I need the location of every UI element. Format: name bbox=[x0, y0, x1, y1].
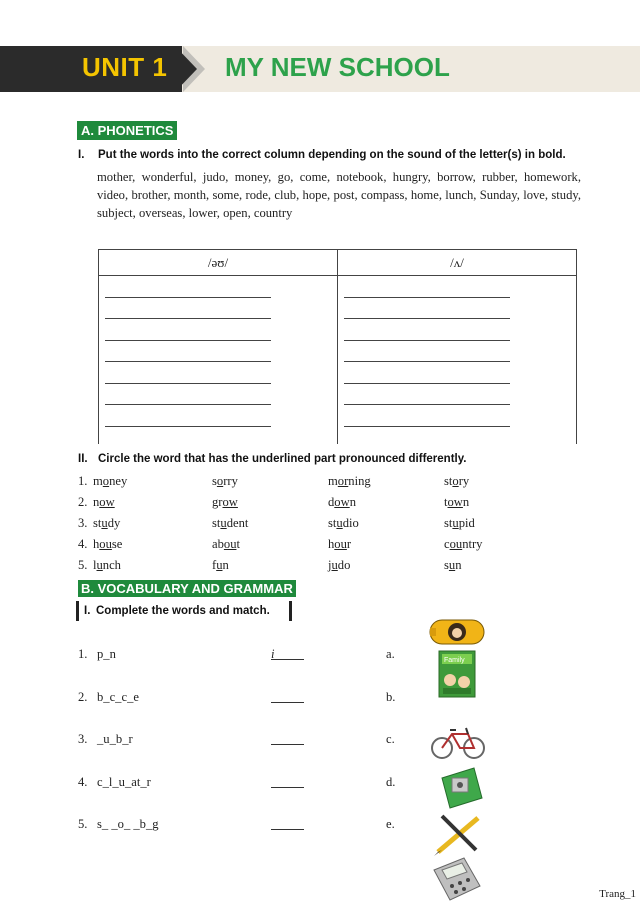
word-option[interactable]: sun bbox=[444, 558, 462, 572]
match-answer-text: i bbox=[271, 647, 275, 661]
answer-line[interactable] bbox=[344, 341, 510, 363]
word-option[interactable]: town bbox=[444, 495, 470, 509]
underlined-part: ow bbox=[447, 495, 463, 509]
underlined-part: ou bbox=[223, 537, 237, 551]
right-bar bbox=[289, 601, 292, 621]
answer-line[interactable] bbox=[344, 405, 510, 427]
question-number: II. bbox=[78, 453, 88, 465]
bicycle-picture bbox=[430, 720, 486, 762]
answer-line[interactable] bbox=[105, 298, 271, 320]
answer-line[interactable] bbox=[105, 405, 271, 427]
underlined-part: u bbox=[220, 516, 227, 530]
item-number: 2. bbox=[78, 689, 88, 704]
word-option[interactable]: fun bbox=[212, 558, 229, 572]
match-answer-blank[interactable] bbox=[271, 829, 304, 830]
answer-line[interactable] bbox=[105, 341, 271, 363]
underlined-part: ow bbox=[222, 495, 238, 509]
underlined-part: ou bbox=[449, 537, 463, 551]
word-option[interactable]: studio bbox=[328, 516, 359, 530]
answer-line[interactable] bbox=[344, 384, 510, 406]
answer-line[interactable] bbox=[105, 276, 271, 298]
section-b-heading: B. VOCABULARY AND GRAMMAR bbox=[78, 580, 296, 597]
item-number: 1. bbox=[78, 647, 88, 661]
row-number: 5. bbox=[78, 558, 88, 572]
question-number: I. bbox=[78, 149, 85, 161]
match-answer-blank[interactable] bbox=[271, 787, 304, 788]
answer-line[interactable] bbox=[344, 276, 510, 298]
underlined-part: o bbox=[452, 474, 459, 488]
question-text: Put the words into the correct column depending on the sound of the letter(s) in bold. bbox=[98, 149, 566, 161]
word-option[interactable]: hour bbox=[328, 537, 352, 551]
underlined-part: o bbox=[216, 474, 224, 488]
sharpener-picture bbox=[436, 764, 486, 810]
page-number: Trang_1 bbox=[599, 888, 636, 900]
answer-line[interactable] bbox=[105, 384, 271, 406]
banner-arrow bbox=[175, 46, 197, 92]
underlined-part: u bbox=[101, 516, 108, 530]
calculator-picture bbox=[430, 856, 482, 902]
item-number: 5. bbox=[78, 817, 88, 831]
match-answer-blank[interactable] bbox=[271, 702, 304, 703]
incomplete-word: p_n bbox=[97, 647, 116, 661]
underlined-part: ou bbox=[334, 537, 347, 551]
underlined-part: u bbox=[331, 558, 338, 572]
phonetics-table bbox=[98, 249, 577, 444]
word-option[interactable]: country bbox=[444, 537, 483, 551]
incomplete-word: s_ _o_ _b_g bbox=[97, 817, 159, 831]
unit-label: UNIT 1 bbox=[82, 52, 168, 82]
answer-line[interactable] bbox=[105, 319, 271, 341]
word-option[interactable]: story bbox=[444, 474, 470, 488]
picture-letter: e. bbox=[386, 817, 395, 831]
word-option[interactable]: house bbox=[93, 537, 123, 551]
row-number: 2. bbox=[78, 495, 88, 509]
left-bar bbox=[76, 601, 79, 621]
answer-line[interactable] bbox=[344, 362, 510, 384]
match-row bbox=[78, 732, 408, 750]
incomplete-word: _u_b_r bbox=[97, 732, 133, 746]
match-row bbox=[78, 817, 408, 835]
word-option[interactable]: student bbox=[212, 516, 249, 530]
column-header-uh: /ʌ/ bbox=[338, 250, 577, 276]
vocab-question-instruction bbox=[84, 605, 270, 617]
answer-column-ou[interactable] bbox=[99, 276, 338, 445]
underlined-part: u bbox=[336, 516, 343, 530]
picture-letter: c. bbox=[386, 732, 395, 746]
row-number: 1. bbox=[78, 474, 88, 488]
column-header-ou: /əʊ/ bbox=[99, 250, 338, 276]
underlined-part: u bbox=[96, 558, 103, 572]
underlined-part: u bbox=[216, 558, 223, 572]
book-picture bbox=[438, 650, 476, 698]
unit-title: MY NEW SCHOOL bbox=[225, 52, 450, 82]
underlined-part: ow bbox=[334, 495, 350, 509]
word-list: mother, wonderful, judo, money, go, come, notebook, hungry, borrow, rubber, homework, video, brother, month, some, rode, club, hope, post, compass, home, lunch, Sunday, love, study, subject, overseas, lower, open, country bbox=[97, 170, 581, 220]
question-text: Circle the word that has the underlined part pronounced differently. bbox=[98, 453, 467, 465]
picture-letter: d. bbox=[386, 774, 396, 789]
answer-line[interactable] bbox=[344, 298, 510, 320]
answer-column-uh[interactable] bbox=[338, 276, 577, 445]
incomplete-word: b_c_c_e bbox=[97, 689, 139, 704]
underlined-part: o bbox=[102, 474, 110, 488]
picture-letter: a. bbox=[386, 647, 395, 661]
word-option[interactable]: stupid bbox=[444, 516, 475, 530]
svg-text:Family: Family bbox=[444, 657, 465, 664]
row-number: 3. bbox=[78, 516, 88, 530]
underlined-part: u bbox=[452, 516, 459, 530]
match-row bbox=[78, 690, 408, 708]
question-1-instruction bbox=[78, 149, 566, 161]
pencil-case-picture bbox=[428, 614, 486, 648]
underlined-part: or bbox=[337, 474, 349, 488]
underlined-part: ou bbox=[99, 537, 112, 551]
word-option[interactable]: study bbox=[93, 516, 121, 530]
answer-line[interactable] bbox=[344, 319, 510, 341]
row-number: 4. bbox=[78, 537, 88, 551]
item-number: 3. bbox=[78, 732, 88, 746]
word-option[interactable]: money bbox=[93, 474, 128, 488]
word-option[interactable]: sorry bbox=[212, 474, 238, 488]
word-option[interactable]: morning bbox=[328, 474, 371, 488]
item-number: 4. bbox=[78, 774, 88, 789]
picture-letter: b. bbox=[386, 689, 396, 704]
match-answer-blank[interactable] bbox=[271, 659, 304, 660]
word-option[interactable]: about bbox=[212, 537, 240, 551]
underlined-part: ow bbox=[99, 495, 115, 509]
word-option[interactable]: now bbox=[93, 495, 115, 509]
match-row bbox=[78, 647, 408, 665]
question-2-instruction bbox=[78, 453, 466, 465]
answer-line[interactable] bbox=[105, 362, 271, 384]
word-option[interactable]: grow bbox=[212, 495, 238, 509]
section-a-heading: A. PHONETICS bbox=[77, 121, 177, 140]
incomplete-word: c_l_u_at_r bbox=[97, 774, 151, 789]
pen-and-pencil-picture bbox=[432, 812, 488, 856]
word-option[interactable]: judo bbox=[328, 558, 351, 572]
question-text: Complete the words and match. bbox=[96, 605, 270, 617]
word-option[interactable]: down bbox=[328, 495, 356, 509]
underlined-part: u bbox=[448, 558, 456, 572]
match-answer-blank[interactable] bbox=[271, 744, 304, 745]
match-row bbox=[78, 775, 408, 793]
word-option[interactable]: lunch bbox=[93, 558, 121, 572]
question-number: I. bbox=[84, 605, 91, 617]
